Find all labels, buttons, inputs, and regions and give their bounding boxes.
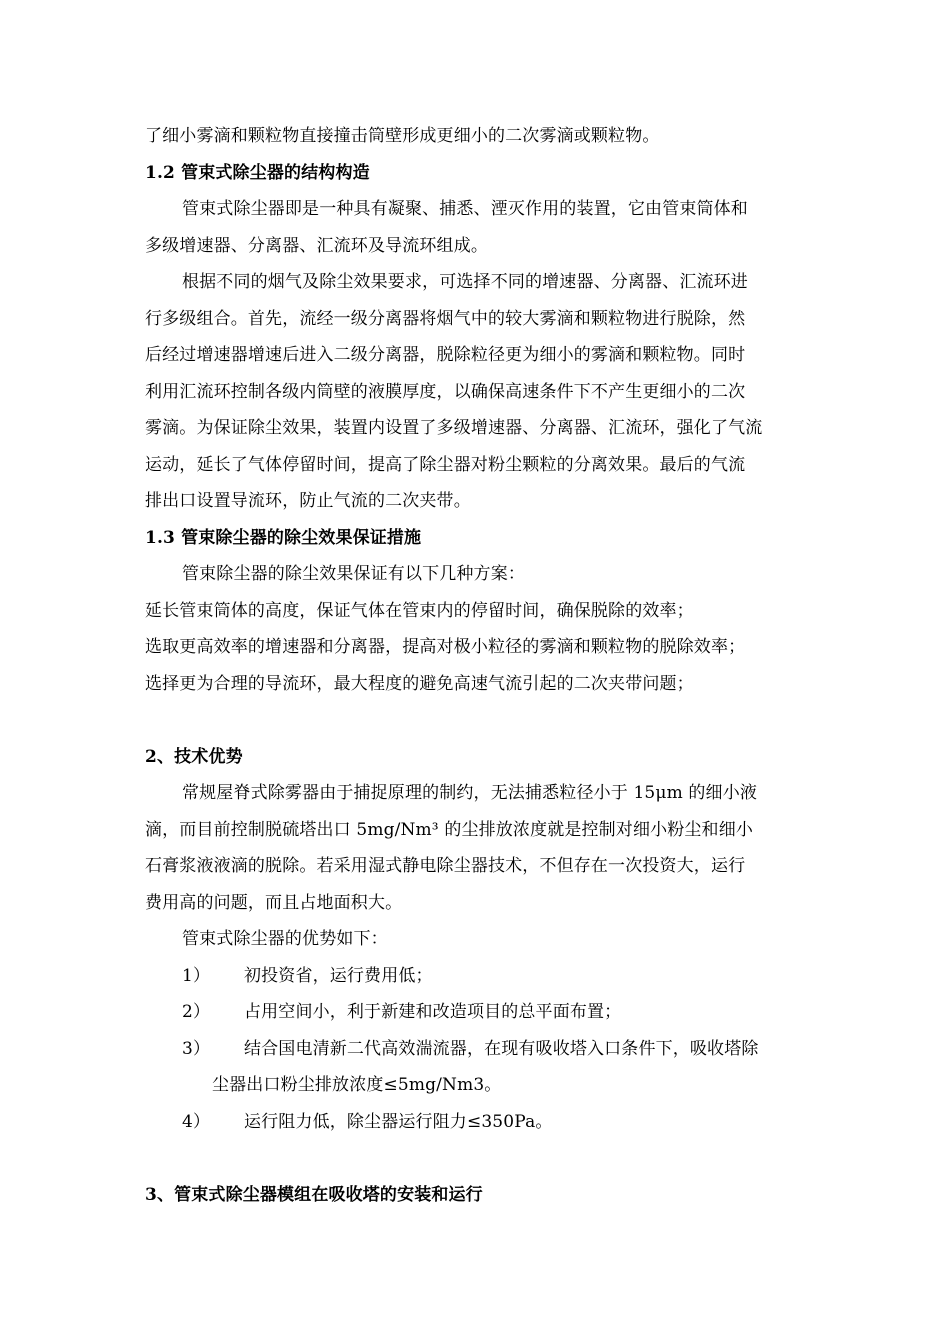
list-item	[145, 994, 810, 1031]
text-line: 常规屋脊式除雾器由于捕捉原理的制约，无法捕悉粒径小于 15μm 的细小液	[182, 783, 758, 803]
list-number: 3）	[182, 1038, 211, 1059]
text-line: 管束除尘器的除尘效果保证有以下几种方案：	[182, 564, 525, 584]
blank-line	[145, 702, 810, 739]
document-body	[145, 118, 810, 1213]
text-line: 选取更高效率的增速器和分离器，提高对极小粒径的雾滴和颗粒物的脱除效率；	[145, 637, 746, 657]
list-item	[145, 1104, 810, 1141]
list-item	[145, 1031, 810, 1068]
blank-line	[145, 1140, 810, 1177]
text-line: 石膏浆液液滴的脱除。若采用湿式静电除尘器技术，不但存在一次投资大，运行	[145, 856, 746, 876]
list-text: 占用空间小，利于新建和改造项目的总平面布置；	[244, 1002, 622, 1022]
list-text: 初投资省，运行费用低；	[244, 965, 433, 986]
body-lines	[145, 118, 810, 958]
list-text: 运行阻力低，除尘器运行阻力≤350Pa。	[244, 1111, 553, 1132]
list-item	[145, 958, 810, 995]
list-number: 1）	[182, 965, 211, 986]
text-line: 选择更为合理的导流环，最大程度的避免高速气流引起的二次夹带问题；	[145, 673, 694, 694]
text-line: 管束式除尘器的优势如下：	[182, 929, 388, 949]
advantages-list	[145, 958, 810, 1141]
text-line: 利用汇流环控制各级内筒壁的液膜厚度，以确保高速条件下不产生更细小的二次	[145, 381, 746, 402]
text-line: 排出口设置导流环，防止气流的二次夹带。	[145, 491, 471, 511]
section-heading: 1.2 管束式除尘器的结构构造	[145, 162, 370, 183]
section-heading-3: 3、管束式除尘器模组在吸收塔的安装和运行	[145, 1184, 483, 1205]
text-line: 运动，延长了气体停留时间，提高了除尘器对粉尘颗粒的分离效果。最后的气流	[145, 454, 746, 475]
list-text-continuation: 尘器出口粉尘排放浓度≤5mg/Nm3。	[212, 1075, 502, 1095]
list-number: 2）	[182, 1002, 211, 1022]
list-text: 结合国电清新二代高效湍流器，在现有吸收塔入口条件下，吸收塔除	[244, 1038, 759, 1059]
text-line: 延长管束筒体的高度，保证气体在管束内的停留时间，确保脱除的效率；	[145, 600, 694, 621]
text-line: 了细小雾滴和颗粒物直接撞击筒壁形成更细小的二次雾滴或颗粒物。	[145, 126, 660, 146]
section-heading: 2、技术优势	[145, 746, 243, 767]
list-number: 4）	[182, 1111, 211, 1132]
text-line: 多级增速器、分离器、汇流环及导流环组成。	[145, 235, 488, 256]
text-line: 后经过增速器增速后进入二级分离器，脱除粒径更为细小的雾滴和颗粒物。同时	[145, 345, 746, 365]
text-line: 雾滴。为保证除尘效果，装置内设置了多级增速器、分离器、汇流环，强化了气流	[145, 418, 763, 438]
text-line: 费用高的问题，而且占地面积大。	[145, 892, 403, 913]
section-heading: 1.3 管束除尘器的除尘效果保证措施	[145, 527, 422, 548]
text-line: 管束式除尘器即是一种具有凝聚、捕悉、湮灭作用的装置，它由管束筒体和	[182, 199, 748, 219]
text-line: 根据不同的烟气及除尘效果要求，可选择不同的增速器、分离器、汇流环进	[182, 272, 748, 292]
text-line: 滴，而目前控制脱硫塔出口 5mg/Nm³ 的尘排放浓度就是控制对细小粉尘和细小	[145, 819, 754, 840]
text-line: 行多级组合。首先，流经一级分离器将烟气中的较大雾滴和颗粒物进行脱除，然	[145, 308, 746, 329]
